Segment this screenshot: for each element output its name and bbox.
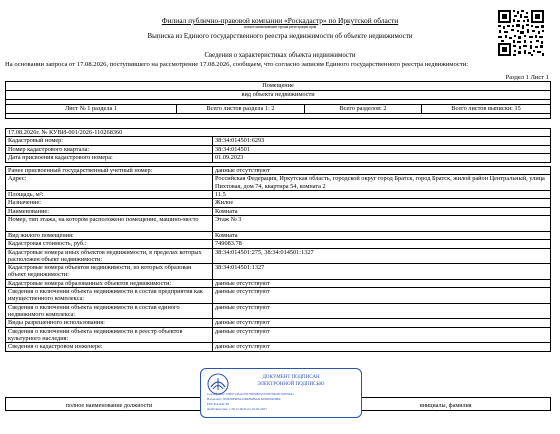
section-sheet-label: Раздел 1 Лист 1 [505,74,549,81]
row-label: Дата присвоения кадастрового номера: [6,154,213,162]
extract-sheets-total: Всего листов выписки: 15 [422,105,551,114]
row-label: Адрес: [6,175,213,191]
row-value: данные отсутствуют [213,319,551,327]
row-value: 01.09.2023 [213,154,551,162]
sheet-number: Лист № 1 раздела 1 [6,105,177,114]
table-row [6,190,551,198]
table-row [6,199,551,207]
table-row [6,303,551,319]
registration-meta-table [5,128,551,163]
stamp-certificate: Сертификат: 0399714b1047979990005333395b400010978441 [207,392,294,396]
organization-caption: полное наименование органа регистрации прав [243,25,317,29]
row-label: Сведения о включении объекта недвижимости в состав предприятия как имущественного комплекса: [6,288,213,304]
name-caption: инициалы, фамилия [341,398,551,411]
row-label: Номер, тип этажа, на котором расположено помещение, машино-место [6,216,213,232]
table-row [6,137,551,145]
table-row [6,167,551,175]
spacer-row [6,114,551,119]
table-row [6,264,551,280]
row-label: Ранее присвоенный государственный учетный номер: [6,167,213,175]
row-label: Сведения о включении объекта недвижимости в состав единого недвижимого комплекса: [6,303,213,319]
object-kind-caption: вид объекта недвижимости [6,91,551,100]
document-title: Выписка из Единого государственного реестра недвижимости об объекте недвижимости [147,32,413,40]
row-label: Кадастровая стоимость, руб.: [6,240,213,248]
table-row [6,288,551,304]
row-value: 38:34:014501:275, 38:34:014501:1327 [213,248,551,264]
table-row [6,175,551,191]
electronic-signature-stamp [200,368,362,418]
row-value: данные отсутствуют [213,288,551,304]
stamp-line-signed: ДОКУМЕНТ ПОДПИСАН [262,375,320,380]
table-row [6,207,551,215]
row-label: Номер кадастрового квартала: [6,145,213,153]
row-label: Наименование: [6,207,213,215]
request-basis-text: На основании запроса от 17.08.2026, поступившего на рассмотрение 17.08.2026, сообщаем, что согласно записям Единого государственного реестра недвижимости: [5,61,469,68]
row-label: Кадастровые номера иных объектов недвижимости, в пределах которых расположен объект недвижимости: [6,248,213,264]
stamp-validity: Действителен: с 26.12.2025 по 19.03.2027 [207,407,267,411]
row-value: Комната [213,207,551,215]
table-row [6,154,551,162]
row-value: 38:34:014501:6293 [213,137,551,145]
table-row [6,231,551,239]
object-kind-value: Помещение [6,82,551,91]
stamp-line-electronic: ЭЛЕКТРОННОЙ ПОДПИСЬЮ [257,382,325,387]
table-row [6,216,551,232]
row-value: данные отсутствуют [213,167,551,175]
object-kind-table [5,81,551,119]
table-row [6,319,551,327]
row-value: данные отсутствуют [213,279,551,287]
row-value: 749083.78 [213,240,551,248]
table-row [6,327,551,343]
row-label: Кадастровые номера объектов недвижимости, из которых образован объект недвижимости: [6,264,213,280]
sections-total: Всего разделов: 2 [305,105,422,114]
table-row [6,279,551,287]
row-value: Комната [213,231,551,239]
row-label: Площадь, м²: [6,190,213,198]
row-value: 38:34:014501 [213,145,551,153]
table-row [6,240,551,248]
row-value: Этаж № 3 [213,216,551,232]
position-caption: полное наименование должности [6,398,213,411]
date-number: 17.08.2026г. № КУВИ-001/2026-110268360 [6,129,551,137]
row-label: Назначение: [6,199,213,207]
organization-name: Филиал публично-правовой компании «Роскадастр» по Иркутской области [161,16,399,25]
table-row [6,248,551,264]
characteristics-table [5,166,551,352]
row-value: данные отсутствуют [213,327,551,343]
row-value: Жилое [213,199,551,207]
row-label: Кадастровые номера образованных объектов недвижимости: [6,279,213,287]
row-value: 38:34:014501:1327 [213,264,551,280]
table-row [6,343,551,351]
row-label: Сведения о включении объекта недвижимости в реестр объектов культурного наследия: [6,327,213,343]
row-label: Вид жилого помещения: [6,231,213,239]
stamp-owner: Владелец: ПУБЛИЧНО-ПРАВОВАЯ КОМПАНИЯ [207,397,281,401]
row-label: Сведения о кадастровом инженере: [6,343,213,351]
row-value: данные отсутствуют [213,343,551,351]
row-value: 11.5 [213,190,551,198]
sheets-total: Всего листов раздела 1: 2 [177,105,305,114]
row-label: Виды разрешенного использования: [6,319,213,327]
document-subtitle: Сведения о характеристиках объекта недвижимости [204,52,356,59]
row-value: Российская Федерация, Иркутская область, городской округ город Братск, город Братск, жилой район Центральный, улица Пихтовая, дом 74, квартира 54, комната 2 [213,175,551,191]
stamp-owner-name: РОСКАДАСТР [207,402,230,406]
table-row [6,145,551,153]
row-value: данные отсутствуют [213,303,551,319]
row-label: Кадастровый номер: [6,137,213,145]
